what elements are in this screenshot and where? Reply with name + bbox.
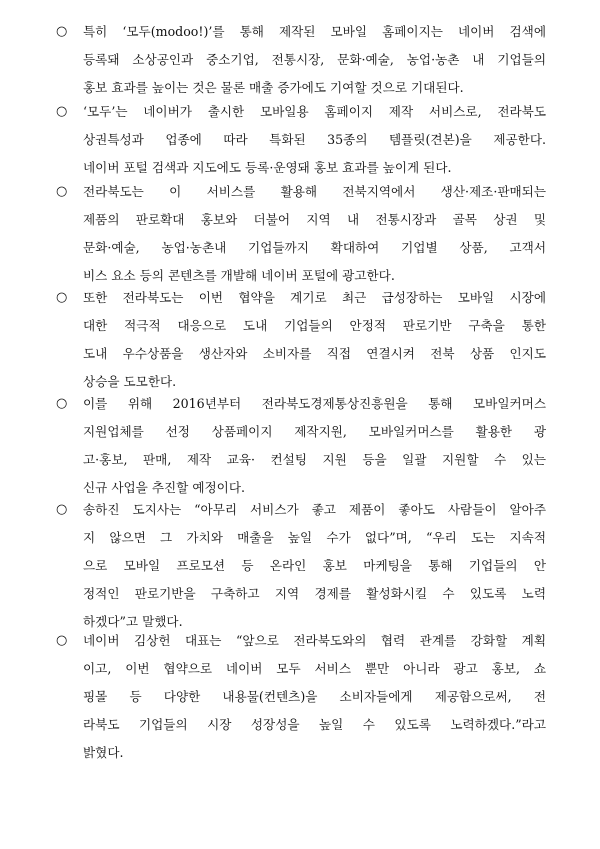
paragraph-text [83,390,546,502]
text-line: 제품의 판로확대 홍보와 더불어 지역 내 전통시장과 골목 상권 및 [83,212,546,227]
paragraph-text [83,178,546,290]
bullet-circle-icon: ○ [56,396,68,411]
bullet-circle-icon: ○ [56,184,68,199]
text-line: 지 않으면 그 가치와 매출을 높일 수가 없다”며, “우리 도는 지속적 [83,530,546,545]
text-line: 이고, 이번 협약으로 네이버 모두 서비스 뿐만 아니라 광고 홍보, 쇼 [83,661,546,676]
paragraph-text [83,98,546,182]
text-line: 문화·예술, 농업·농촌내 기업들까지 확대하여 기업별 상품, 고객서 [83,240,546,255]
paragraph-text [83,496,546,636]
text-line: ‘모두’는 네이버가 출시한 모바일용 홈페이지 제작 서비스로, 전라북도 [83,104,546,119]
bullet-circle-icon: ○ [56,290,68,305]
text-line: 상권특성과 업종에 따라 특화된 35종의 템플릿(견본)을 제공한다. [83,132,546,147]
text-line: 특히 ‘모두(modoo!)’를 통해 제작된 모바일 홈페이지는 네이버 검색에 [83,24,546,39]
text-line: 핑몰 등 다양한 내용물(컨텐츠)을 소비자들에게 제공함으로써, 전 [83,689,546,704]
bullet-circle-icon: ○ [56,104,68,119]
text-line: 송하진 도지사는 “아무리 서비스가 좋고 제품이 좋아도 사람들이 알아주 [83,502,546,517]
paragraph-text [83,18,546,102]
text-line: 또한 전라북도는 이번 협약을 계기로 최근 급성장하는 모바일 시장에 [83,290,546,305]
text-line: 등록돼 소상공인과 중소기업, 전통시장, 문화·예술, 농업·농촌 내 기업들의 [83,52,546,67]
text-line: 비스 요소 등의 콘텐츠를 개발해 네이버 포털에 광고한다. [83,268,395,283]
text-line: 고·홍보, 판매, 제작 교육· 컨설팅 지원 등을 일괄 지원할 수 있는 [83,452,546,467]
text-line: 네이버 포털 검색과 지도에도 등록·운영돼 홍보 효과를 높이게 된다. [83,160,452,175]
text-line: 전라북도는 이 서비스를 활용해 전북지역에서 생산·제조·판매되는 [83,184,546,199]
bullet-circle-icon: ○ [56,633,68,648]
text-line: 라북도 기업들의 시장 성장성을 높일 수 있도록 노력하겠다.”라고 [83,717,546,732]
text-line: 상승을 도모한다. [83,374,177,389]
text-line: 정적인 판로기반을 구축하고 지역 경제를 활성화시킬 수 있도록 노력 [83,586,546,601]
text-line: 네이버 김상헌 대표는 “앞으로 전라북도와의 협력 관계를 강화할 계획 [83,633,546,648]
text-line: 밝혔다. [83,745,124,760]
bullet-circle-icon: ○ [56,24,68,39]
text-line: 홍보 효과를 높이는 것은 물론 매출 증가에도 기여할 것으로 기대된다. [83,80,464,95]
text-line: 으로 모바일 프로모션 등 온라인 홍보 마케팅을 통해 기업들의 안 [83,558,546,573]
text-line: 지원업체를 선정 상품페이지 제작지원, 모바일커머스를 활용한 광 [83,424,546,439]
text-line: 신규 사업을 추진할 예정이다. [83,480,245,495]
paragraph-text [83,627,546,767]
text-line: 이를 위해 2016년부터 전라북도경제통상진흥원을 통해 모바일커머스 [83,396,546,411]
text-line: 대한 적극적 대응으로 도내 기업들의 안정적 판로기반 구축을 통한 [83,318,546,333]
bullet-circle-icon: ○ [56,502,68,517]
text-line: 도내 우수상품을 생산자와 소비자를 직접 연결시켜 전북 상품 인지도 [83,346,546,361]
paragraph-text [83,284,546,396]
text-line: 하겠다”고 말했다. [83,614,183,629]
